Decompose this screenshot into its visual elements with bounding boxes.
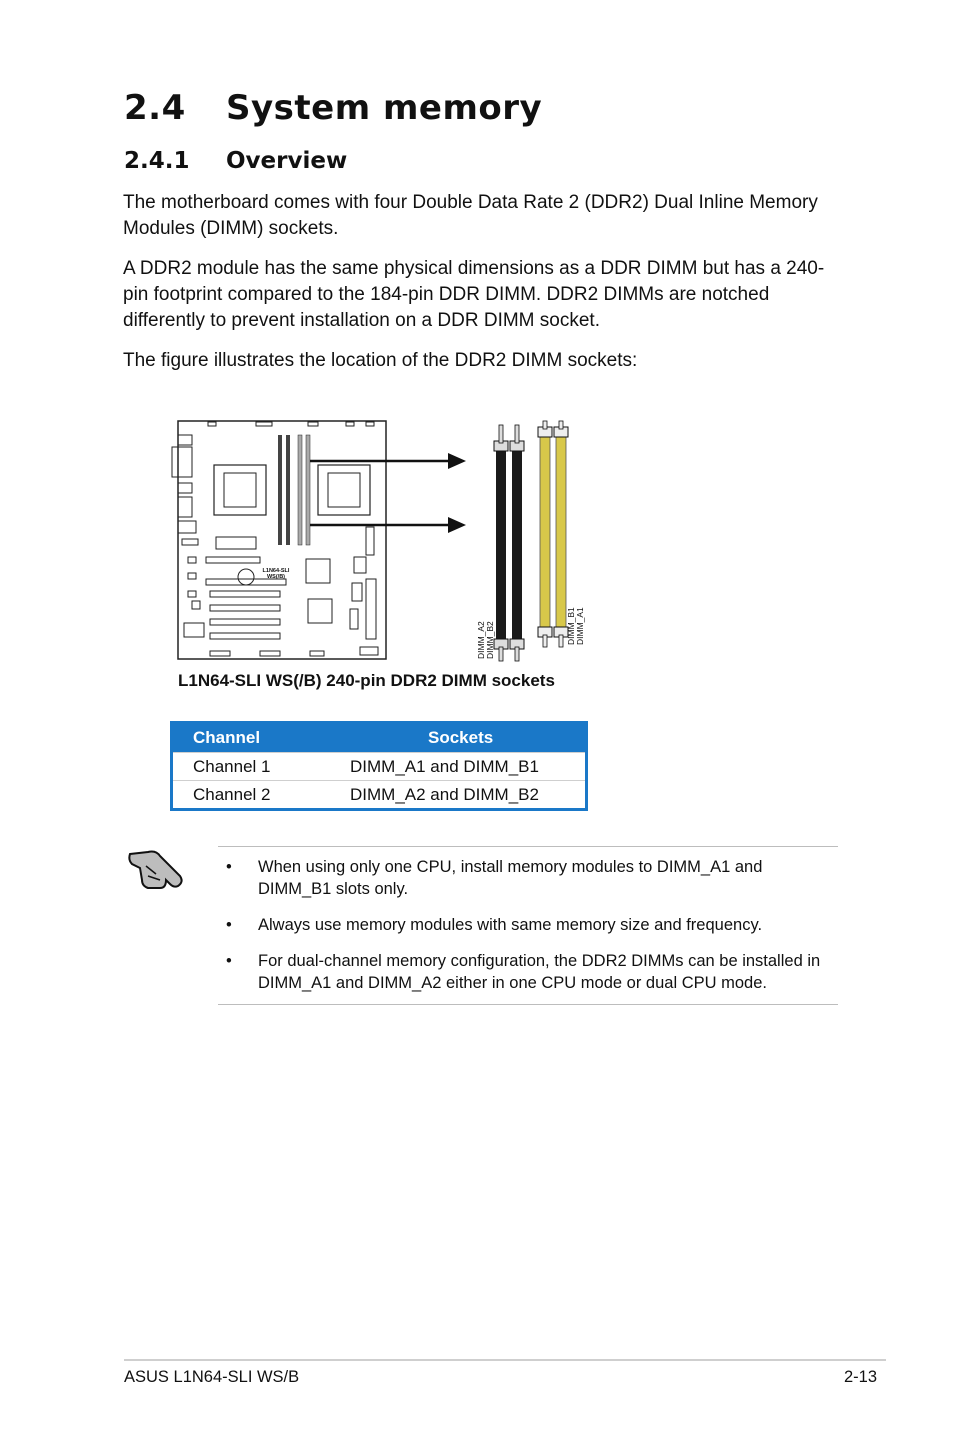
- note-bottom-rule: [218, 1004, 838, 1005]
- board-dimm-slot: [286, 435, 290, 545]
- subsection-number: 2.4.1: [124, 148, 190, 174]
- board-label-line2: WS(/B): [266, 574, 286, 580]
- footer-product: ASUS L1N64-SLI WS/B: [124, 1368, 300, 1386]
- note-text: When using only one CPU, install memory modules to DIMM_A1 and DIMM_B1 slots only.: [258, 858, 763, 898]
- header-channel: Channel: [172, 723, 351, 753]
- list-item: [218, 914, 838, 936]
- paragraph-intro: The motherboard comes with four Double Data Rate 2 (DDR2) Dual Inline Memory Modules (DIMM) sockets.: [123, 192, 818, 239]
- dimm-clip: [543, 635, 547, 647]
- dimm-clip: [543, 421, 547, 429]
- board-dimm-slot: [298, 435, 302, 545]
- note-list: [218, 856, 838, 1008]
- section-number: 2.4: [124, 88, 186, 128]
- label-dimm-b1: DIMM_B1: [566, 607, 576, 645]
- dimm-slot-b2: [512, 441, 522, 649]
- dimm-figure: [170, 415, 610, 665]
- subsection-title: Overview: [226, 148, 348, 174]
- note-text: For dual-channel memory configuration, the DDR2 DIMMs can be installed in DIMM_A1 and DIMM_A2 either in one CPU mode or dual CPU mode.: [258, 952, 821, 992]
- label-dimm-a1: DIMM_A1: [575, 607, 585, 645]
- label-dimm-b2: DIMM_B2: [485, 621, 495, 659]
- paragraph-ddr2: A DDR2 module has the same physical dimensions as a DDR DIMM but has a 240-pin footprint compared to the 184-pin DDR DIMM. DDR2 DIMMs are notched differently to prevent installation on a DDR DIMM socket.: [123, 258, 825, 331]
- cell-sockets: DIMM_A2 and DIMM_B2: [350, 781, 587, 810]
- bullet: •: [226, 952, 232, 970]
- figure-caption: L1N64-SLI WS(/B) 240-pin DDR2 DIMM sockets: [178, 671, 555, 690]
- dimm-clip: [499, 425, 503, 443]
- paragraph-figure-intro: The figure illustrates the location of the DDR2 DIMM sockets:: [123, 350, 638, 371]
- hand-pointer-icon: [126, 846, 186, 894]
- bullet: •: [226, 858, 232, 876]
- arrow-head: [448, 453, 466, 469]
- note-text: Always use memory modules with same memory size and frequency.: [258, 916, 763, 934]
- list-item: [218, 950, 838, 994]
- dimm-clip: [515, 647, 519, 661]
- footer-page-number: 2-13: [844, 1368, 878, 1386]
- list-item: [218, 856, 838, 900]
- dimm-clip: [559, 421, 563, 429]
- table-header-row: [172, 723, 587, 753]
- subsection-heading: [124, 148, 347, 174]
- dimm-clip: [515, 425, 519, 443]
- motherboard-diagram: [170, 415, 610, 665]
- dimm-clip: [559, 635, 563, 647]
- bullet: •: [226, 916, 232, 934]
- board-label-line1: L1N64-SLI: [262, 568, 290, 574]
- header-sockets: Sockets: [350, 723, 587, 753]
- board-dimm-slot: [278, 435, 282, 545]
- dimm-clip: [499, 647, 503, 661]
- channel-table: [170, 721, 588, 811]
- label-dimm-a2: DIMM_A2: [476, 621, 486, 659]
- cell-channel: Channel 1: [172, 753, 351, 781]
- table-row: [172, 781, 587, 810]
- section-title: System memory: [226, 88, 543, 128]
- cell-sockets: DIMM_A1 and DIMM_B1: [350, 753, 587, 781]
- footer-rule: [124, 1359, 886, 1361]
- note-top-rule: [218, 846, 838, 847]
- arrow-head: [448, 517, 466, 533]
- dimm-slot-a1: [556, 429, 566, 637]
- dimm-slot-a2: [496, 441, 506, 649]
- table-row: [172, 753, 587, 781]
- cell-channel: Channel 2: [172, 781, 351, 810]
- section-heading: [124, 88, 542, 128]
- board-dimm-slot: [306, 435, 310, 545]
- dimm-slot-b1: [540, 429, 550, 637]
